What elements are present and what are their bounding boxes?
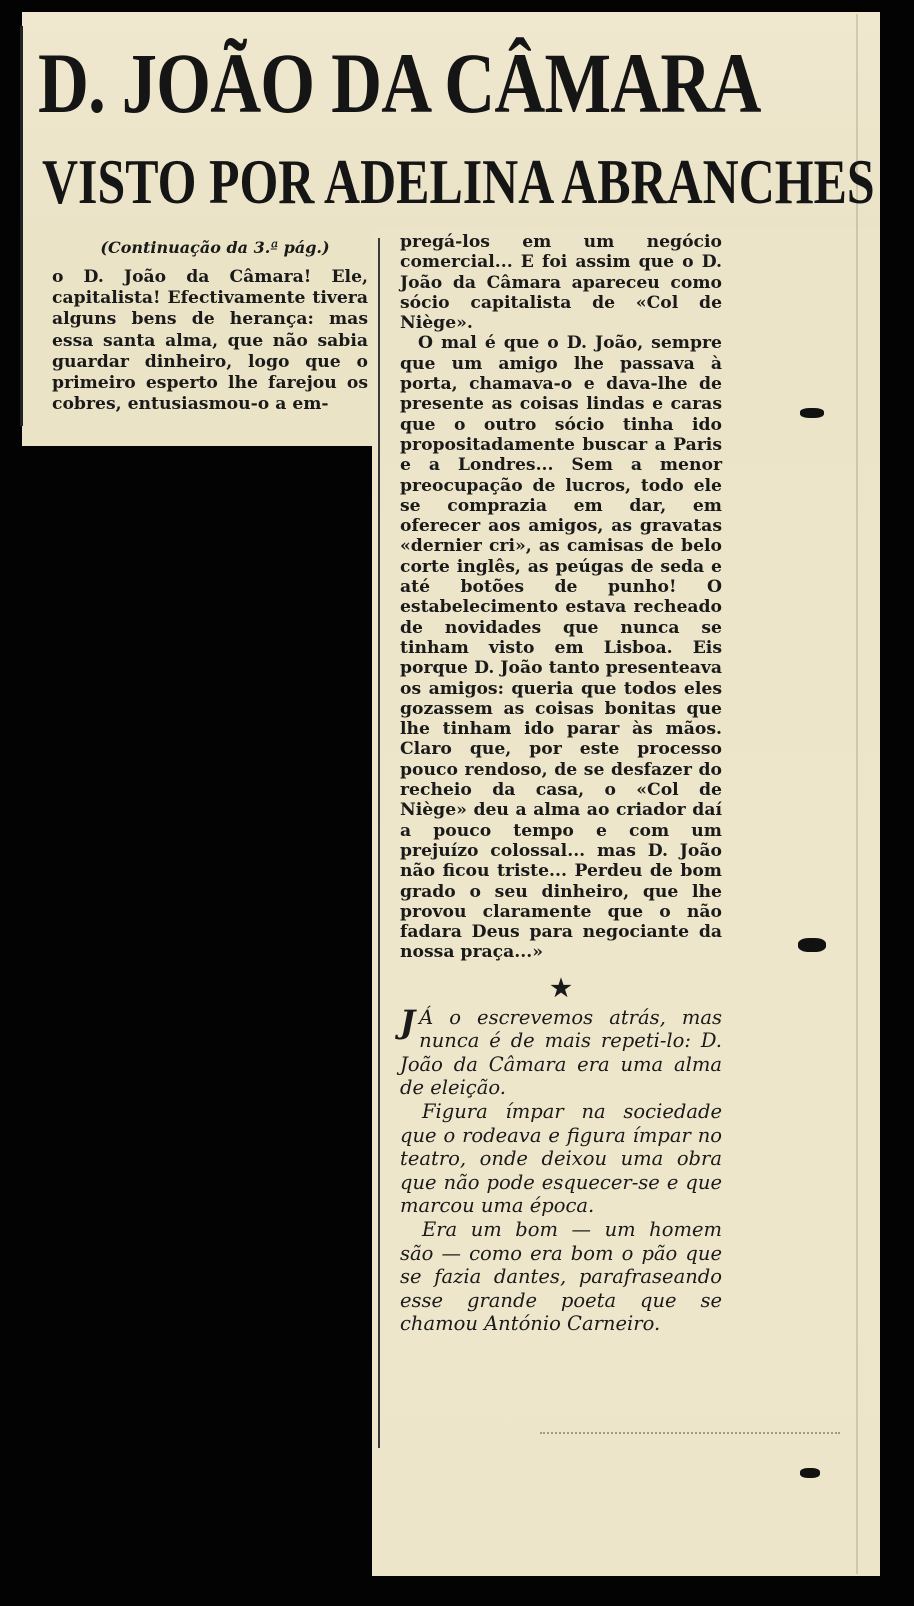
- torn-edge: [540, 1432, 840, 1442]
- ink-speck: [800, 1468, 820, 1478]
- drop-cap: J: [400, 1002, 416, 1041]
- italic-section: [400, 1002, 722, 1336]
- ink-speck: [800, 408, 824, 418]
- italic-paragraph-1-text: Á o escrevemos atrás, mas nunca é de mais repeti-lo: D. João da Câmara era uma alma de eleição.: [400, 1005, 722, 1100]
- headline: D. JOÃO DA CÂMARA: [38, 35, 761, 131]
- subheadline: VISTO POR ADELINA ABRANCHES: [42, 146, 875, 217]
- continuation-note: (Continuação da 3.ª pág.): [100, 238, 330, 257]
- italic-paragraph-2: Figura ímpar na sociedade que o rodeava e figura ímpar no teatro, onde deixou uma obra que não pode esquecer-se e que marcou uma época.: [400, 1100, 722, 1218]
- italic-paragraph-1: [400, 1002, 722, 1100]
- column-divider: [378, 238, 380, 1448]
- left-column-text: o D. João da Câmara! Ele, capitalista! Efectivamente tivera alguns bens de herança: mas essa santa alma, que não sabia guardar dinheiro, logo que o primeiro esperto lhe farejou os cobres, entusiasmou-o a em-: [52, 267, 368, 415]
- left-column: [52, 238, 368, 415]
- star-separator: ★: [550, 972, 572, 1002]
- right-paragraph-2: O mal é que o D. João, sempre que um amigo lhe passava à porta, chamava-o e dava-lhe de presente as coisas lindas e caras que o outro sócio tinha ido propositadamente buscar a Paris e a Londres... Sem a menor preocupação de lucros, todo ele se comprazia em dar, em oferecer aos amigos, as gravatas «dernier cri», as camisas de belo corte inglês, as peúgas de seda e até botões de punho! O estabelecimento estava recheado de novidades que nunca se tinham visto em Lisboa. Eis porque D. João tanto presenteava os amigos: queria que todos eles gozassem as coisas bonitas que lhe tinham ido parar às mãos. Claro que, por este processo pouco rendoso, de se desfazer do recheio da casa, o «Col de Niège» deu a alma ao criador daí a pouco tempo e com um prejuízo colossal... mas D. João não ficou triste... Perdeu de bom grado o seu dinheiro, que lhe provou claramente que o não fadara Deus para negociante da nossa praça...»: [400, 333, 722, 963]
- ink-speck: [798, 938, 826, 952]
- left-border-rule: [20, 26, 23, 426]
- right-column: [400, 232, 722, 1336]
- right-paragraph-1: pregá-los em um negócio comercial... E foi assim que o D. João da Câmara apareceu como sócio capitalista de «Col de Niège».: [400, 232, 722, 334]
- paper-fold-line: [856, 14, 858, 1574]
- italic-paragraph-3: Era um bom — um homem são — como era bom o pão que se fazia dantes, parafraseando esse grande poeta que se chamou António Carneiro.: [400, 1218, 722, 1336]
